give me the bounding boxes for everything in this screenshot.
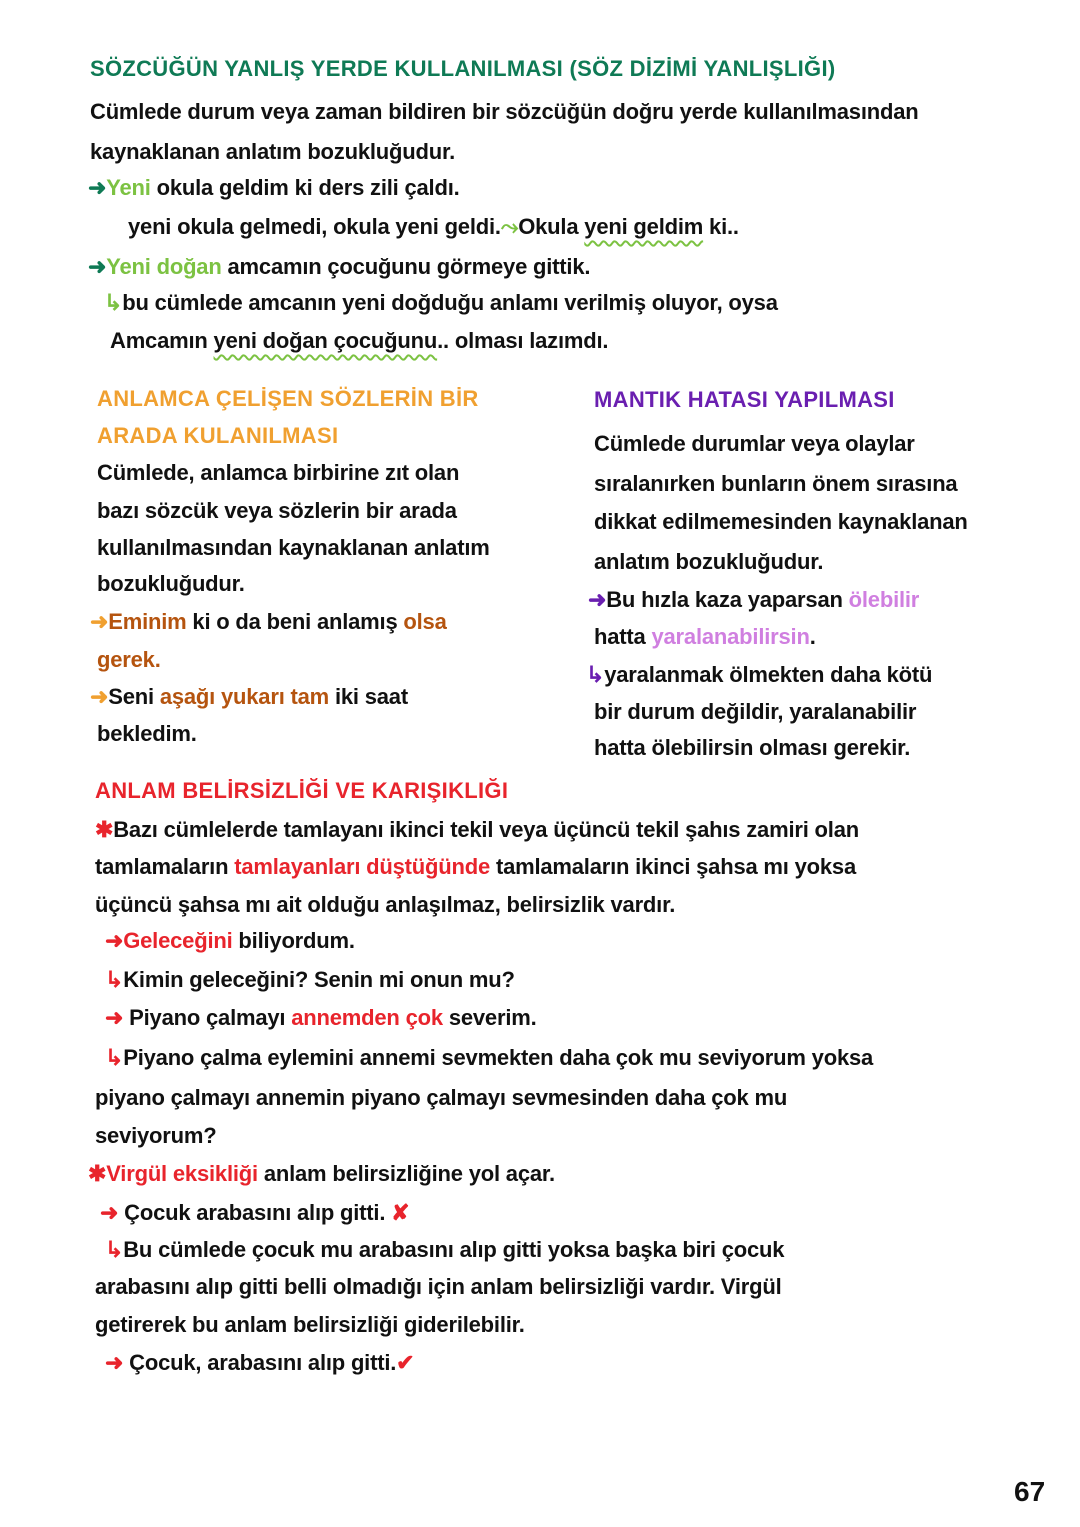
section-heading bbox=[95, 777, 508, 805]
text-line bbox=[105, 1349, 414, 1377]
highlighted-text: ARADA KULANILMASI bbox=[97, 423, 339, 448]
text-line bbox=[90, 608, 447, 636]
section-heading bbox=[90, 55, 836, 83]
text-segment: Seni bbox=[108, 684, 160, 709]
text-line bbox=[88, 1160, 555, 1188]
text-line bbox=[95, 853, 856, 881]
text-segment: kaynaklanan anlatım bozukluğudur. bbox=[90, 139, 456, 164]
text-segment: dikkat edilmemesinden kaynaklanan bbox=[594, 509, 968, 534]
text-segment: bazı sözcük veya sözlerin bir arada bbox=[97, 498, 457, 523]
text-segment: .. olması lazımdı. bbox=[437, 328, 609, 353]
text-segment: tamlamaların ikinci şahsa mı yoksa bbox=[490, 854, 857, 879]
text-segment: anlatım bozukluğudur. bbox=[594, 549, 824, 574]
text-line bbox=[88, 174, 460, 202]
highlighted-text: Yeni bbox=[106, 175, 151, 200]
highlighted-text: ölebilir bbox=[848, 587, 920, 612]
text-segment: yeni okula gelmedi, okula yeni geldi. bbox=[128, 214, 501, 239]
highlighted-text: Yeni doğan bbox=[106, 254, 222, 279]
text-segment: iki saat bbox=[329, 684, 408, 709]
return-arrow-icon: ↳ bbox=[586, 662, 605, 687]
text-line bbox=[594, 508, 968, 536]
text-segment: yeni doğan çocuğunu bbox=[213, 328, 438, 353]
text-line bbox=[95, 891, 675, 919]
highlighted-text: Virgül eksikliği bbox=[106, 1161, 258, 1186]
text-line bbox=[90, 683, 408, 711]
return-arrow-icon: ↳ bbox=[105, 1237, 124, 1262]
text-segment: yeni geldim bbox=[584, 214, 704, 239]
highlighted-text: olsa bbox=[403, 609, 447, 634]
text-segment: seviyorum? bbox=[95, 1123, 217, 1148]
text-segment: kullanılmasından kaynaklanan anlatım bbox=[97, 535, 490, 560]
text-segment: Cümlede, anlamca birbirine zıt olan bbox=[97, 460, 460, 485]
text-line bbox=[594, 623, 816, 651]
text-segment: Amcamın bbox=[110, 328, 214, 353]
text-line bbox=[105, 1236, 784, 1264]
text-segment: ki.. bbox=[703, 214, 739, 239]
asterisk-icon: ✱ bbox=[88, 1161, 107, 1186]
text-line bbox=[128, 213, 739, 241]
page-number: 67 bbox=[1014, 1476, 1046, 1507]
highlighted-text: Geleceğini bbox=[123, 928, 233, 953]
text-segment: . bbox=[809, 624, 816, 649]
text-segment: anlam belirsizliğine yol açar. bbox=[257, 1161, 555, 1186]
text-line bbox=[594, 548, 823, 576]
text-line bbox=[97, 459, 459, 487]
arrow-icon: ➜ bbox=[88, 254, 107, 279]
text-segment: biliyordum. bbox=[232, 928, 355, 953]
highlighted-text: aşağı yukarı tam bbox=[159, 684, 330, 709]
text-line bbox=[105, 1004, 537, 1032]
highlighted-text: SÖZCÜĞÜN YANLIŞ YERDE KULLANILMASI (SÖZ DİZİMİ YANLIŞLIĞI) bbox=[90, 56, 836, 81]
text-segment: Çocuk, arabasını alıp gitti. bbox=[129, 1350, 397, 1375]
text-segment: Çocuk arabasını alıp gitti. bbox=[124, 1200, 392, 1225]
text-segment: Cümlede durum veya zaman bildiren bir sözcüğün doğru yerde kullanılmasından bbox=[90, 99, 919, 124]
text-segment: tamlamaların bbox=[95, 854, 235, 879]
text-line bbox=[104, 289, 778, 317]
text-line bbox=[586, 661, 932, 689]
text-line bbox=[110, 327, 608, 355]
text-segment: okula geldim ki ders zili çaldı. bbox=[150, 175, 460, 200]
return-arrow-icon: ↳ bbox=[105, 967, 124, 992]
text-segment: hatta bbox=[594, 624, 652, 649]
highlighted-text: ANLAMCA ÇELİŞEN SÖZLERİN BİR bbox=[97, 386, 479, 411]
text-segment: sıralanırken bunların önem sırasına bbox=[594, 471, 958, 496]
text-line bbox=[95, 1273, 782, 1301]
text-line bbox=[97, 497, 457, 525]
text-line bbox=[97, 570, 245, 598]
text-segment: amcamın çocuğunu görmeye gittik. bbox=[221, 254, 591, 279]
highlighted-text: ANLAM BELİRSİZLİĞİ VE KARIŞIKLIĞI bbox=[95, 778, 509, 803]
text-segment: getirerek bu anlam belirsizliği giderilebilir. bbox=[95, 1312, 525, 1337]
text-line bbox=[594, 698, 916, 726]
cross-icon: ✘ bbox=[391, 1200, 410, 1225]
text-line bbox=[97, 534, 490, 562]
arrow-icon: ➜ bbox=[105, 928, 124, 953]
text-segment: bir durum değildir, yaralanabilir bbox=[594, 699, 917, 724]
text-line bbox=[95, 1311, 525, 1339]
text-line bbox=[105, 966, 515, 994]
text-segment: severim. bbox=[442, 1005, 537, 1030]
arrow-icon: ➜ bbox=[90, 684, 109, 709]
section-heading bbox=[97, 422, 338, 450]
text-segment: bozukluğudur. bbox=[97, 571, 245, 596]
text-segment: yaralanmak ölmekten daha kötü bbox=[604, 662, 933, 687]
text-segment: bekledim. bbox=[97, 721, 197, 746]
text-segment: piyano çalmayı annemin piyano çalmayı sevmesinden daha çok mu bbox=[95, 1085, 788, 1110]
text-line bbox=[88, 253, 590, 281]
arrow-icon: ➜ bbox=[100, 1200, 125, 1225]
text-line bbox=[97, 720, 197, 748]
section-heading bbox=[594, 386, 895, 414]
return-arrow-icon: ↳ bbox=[104, 290, 123, 315]
text-line bbox=[588, 586, 919, 614]
highlighted-text: Eminim bbox=[108, 609, 187, 634]
wavy-arrow-icon: ⤳ bbox=[500, 214, 519, 239]
text-line bbox=[90, 98, 919, 126]
asterisk-icon: ✱ bbox=[95, 817, 114, 842]
text-line bbox=[594, 430, 915, 458]
highlighted-text: MANTIK HATASI YAPILMASI bbox=[594, 387, 895, 412]
arrow-icon: ➜ bbox=[588, 587, 607, 612]
return-arrow-icon: ↳ bbox=[105, 1045, 124, 1070]
text-line bbox=[105, 927, 355, 955]
section-heading bbox=[97, 385, 479, 413]
text-segment: Bazı cümlelerde tamlayanı ikinci tekil veya üçüncü tekil şahıs zamiri olan bbox=[113, 817, 859, 842]
text-segment: Cümlede durumlar veya olaylar bbox=[594, 431, 915, 456]
text-line bbox=[594, 734, 910, 762]
text-line bbox=[95, 1084, 787, 1112]
text-segment: arabasını alıp gitti belli olmadığı için anlam belirsizliği vardır. Virgül bbox=[95, 1274, 782, 1299]
arrow-icon: ➜ bbox=[105, 1005, 130, 1030]
text-line bbox=[100, 1199, 409, 1227]
text-line bbox=[97, 646, 161, 674]
check-icon: ✔ bbox=[396, 1350, 415, 1375]
text-segment: Piyano çalma eylemini annemi sevmekten daha çok mu seviyorum yoksa bbox=[123, 1045, 874, 1070]
text-segment: Kimin geleceğini? Senin mi onun mu? bbox=[123, 967, 515, 992]
text-line bbox=[90, 138, 455, 166]
text-segment: bu cümlede amcanın yeni doğduğu anlamı verilmiş oluyor, oysa bbox=[122, 290, 778, 315]
text-segment: Piyano çalmayı bbox=[129, 1005, 292, 1030]
text-segment: hatta ölebilirsin olması gerekir. bbox=[594, 735, 911, 760]
highlighted-text: annemden çok bbox=[291, 1005, 443, 1030]
text-line bbox=[95, 816, 859, 844]
text-segment: Bu hızla kaza yaparsan bbox=[606, 587, 849, 612]
text-segment: Bu cümlede çocuk mu arabasını alıp gitti yoksa başka biri çocuk bbox=[123, 1237, 785, 1262]
text-segment: ki o da beni anlamış bbox=[186, 609, 404, 634]
text-line bbox=[594, 470, 957, 498]
arrow-icon: ➜ bbox=[88, 175, 107, 200]
arrow-icon: ➜ bbox=[90, 609, 109, 634]
text-segment: üçüncü şahsa mı ait olduğu anlaşılmaz, belirsizlik vardır. bbox=[95, 892, 676, 917]
text-line bbox=[95, 1122, 217, 1150]
text-segment: Okula bbox=[518, 214, 585, 239]
highlighted-text: tamlayanları düştüğünde bbox=[234, 854, 491, 879]
highlighted-text: yaralanabilirsin bbox=[651, 624, 810, 649]
highlighted-text: gerek. bbox=[97, 647, 161, 672]
text-line bbox=[105, 1044, 873, 1072]
arrow-icon: ➜ bbox=[105, 1350, 130, 1375]
